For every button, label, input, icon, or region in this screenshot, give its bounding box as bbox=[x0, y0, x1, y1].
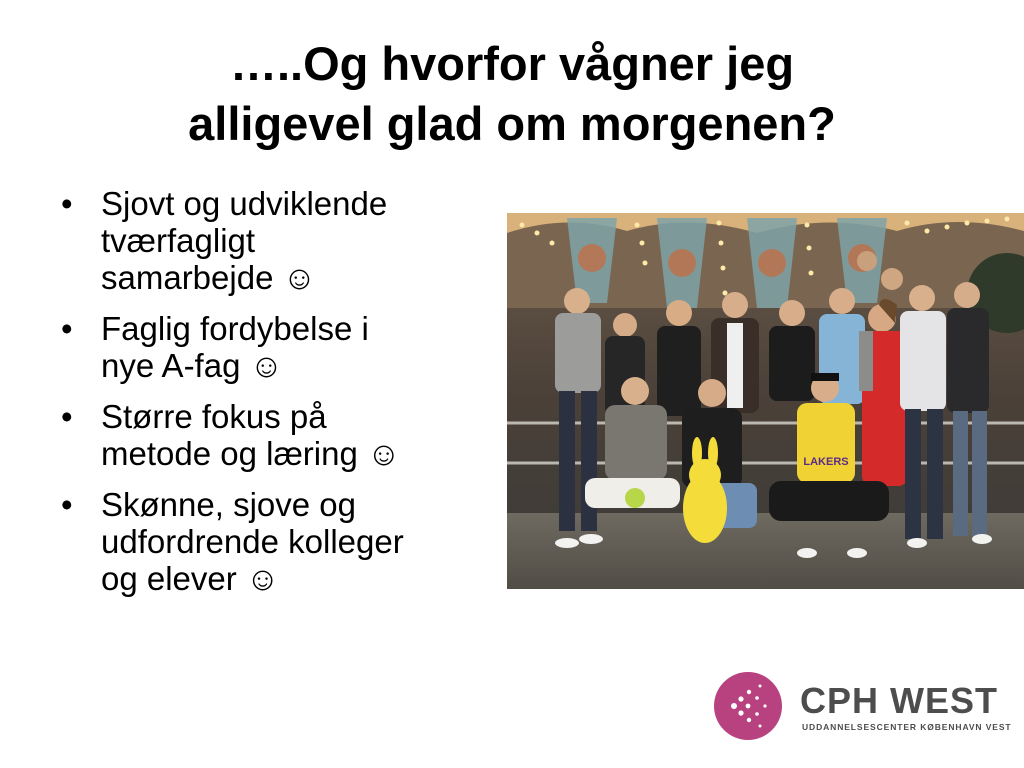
group-photo-illustration bbox=[507, 213, 1024, 589]
bullet-list bbox=[58, 185, 478, 611]
bullet-item bbox=[58, 486, 478, 597]
bullet-item bbox=[58, 185, 478, 296]
title-line-1: …..Og hvorfor vågner jeg bbox=[229, 37, 795, 90]
bullet-item bbox=[58, 310, 478, 384]
bullet-text: metode og læring ☺ bbox=[101, 435, 401, 472]
cph-west-emblem-icon bbox=[714, 672, 782, 740]
slide-title bbox=[0, 34, 1024, 154]
bullet-text: nye A-fag ☺ bbox=[101, 347, 284, 384]
jersey-text: LAKERS bbox=[803, 456, 849, 468]
bullet-item bbox=[58, 398, 478, 472]
bullet-text: samarbejde ☺ bbox=[101, 259, 317, 296]
bullet-text: og elever ☺ bbox=[101, 560, 280, 597]
bullet-text: udfordrende kolleger bbox=[101, 523, 404, 560]
bullet-text: Faglig fordybelse i bbox=[101, 310, 369, 347]
cph-west-logo bbox=[714, 672, 1012, 744]
bullet-text: Større fokus på bbox=[101, 398, 327, 435]
bullet-text: Skønne, sjove og bbox=[101, 486, 356, 523]
group-photo bbox=[507, 213, 1024, 589]
title-line-2: alligevel glad om morgenen? bbox=[188, 97, 836, 150]
bullet-text: Sjovt og udviklende bbox=[101, 185, 388, 222]
logo-name: CPH WEST bbox=[800, 680, 999, 721]
bullet-text: tværfagligt bbox=[101, 222, 256, 259]
logo-subtitle: UDDANNELSESCENTER KØBENHAVN VEST bbox=[802, 722, 1012, 732]
